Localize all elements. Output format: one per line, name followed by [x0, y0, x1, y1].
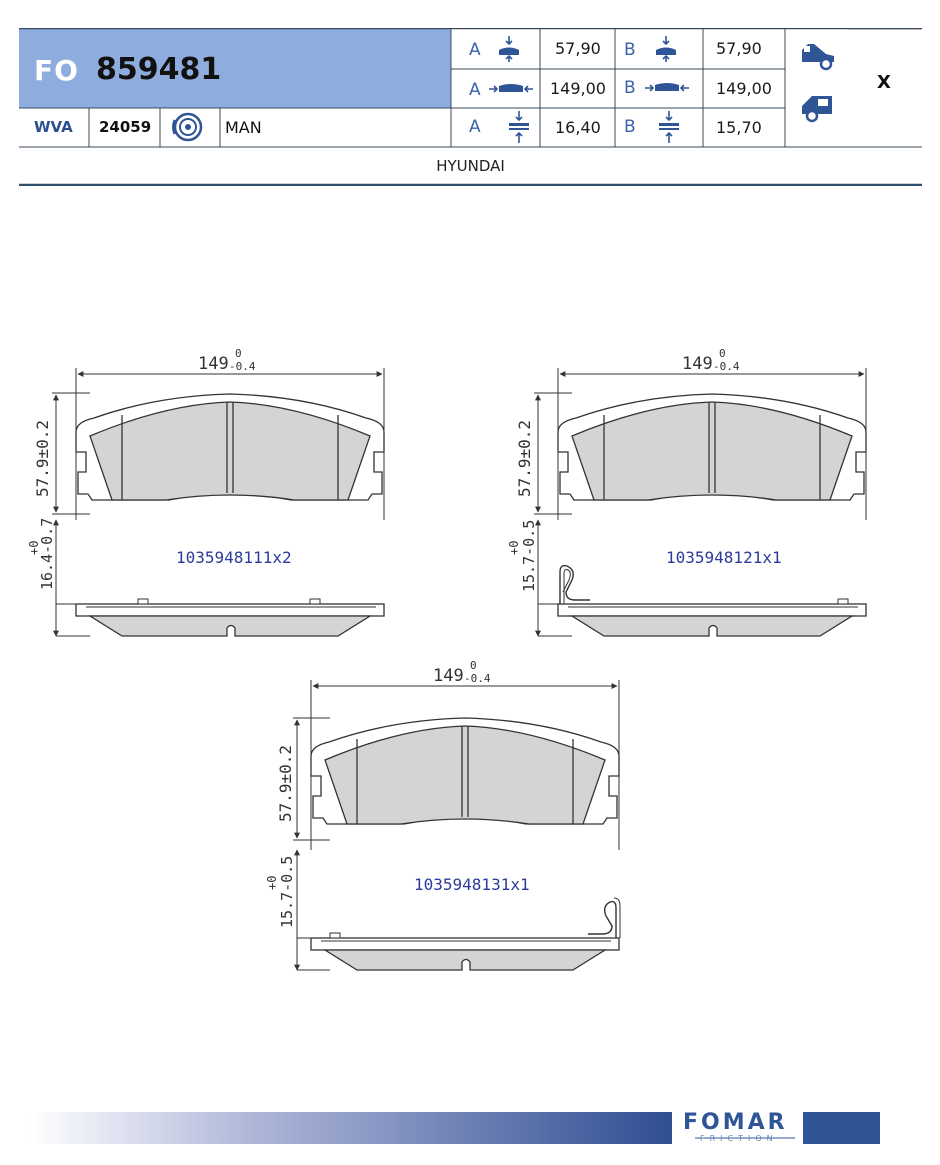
wva-label: WVA [34, 118, 73, 136]
height-dimension: 57.9±0.2 [515, 419, 534, 497]
dim-row2-a-label: A [469, 80, 481, 100]
dim-row3-b-value: 15,70 [716, 118, 762, 137]
position-mark: X [877, 72, 891, 93]
dim-row2-b-value: 149,00 [716, 79, 772, 98]
pad-drawing-3 [265, 659, 620, 970]
height-dimension: 57.9±0.2 [276, 744, 295, 822]
width-tolerance-lower: -0.4 [464, 672, 491, 685]
width-dimension: 149 [433, 666, 464, 686]
vehicle-make: HYUNDAI [436, 157, 505, 175]
dim-row2-b-label: B [624, 78, 636, 98]
width-dimension: 149 [682, 354, 713, 374]
thickness-tolerance: +0 [265, 875, 279, 890]
dim-row1-a-label: A [469, 40, 481, 60]
thickness-tolerance: +0 [507, 540, 521, 555]
width-tolerance-upper: 0 [235, 347, 242, 360]
brand-subtitle: FRICTION [700, 1134, 778, 1143]
height-dimension: 57.9±0.2 [33, 419, 52, 497]
reference-number: 1035948111x2 [176, 548, 292, 567]
prefix-label: FO [34, 54, 79, 87]
thickness-dimension: 15.7-0.5 [520, 519, 538, 592]
width-tolerance-upper: 0 [719, 347, 726, 360]
dim-row3-a-label: A [469, 117, 481, 137]
reference-number: 1035948131x1 [414, 875, 530, 894]
width-tolerance-upper: 0 [470, 659, 477, 672]
pad-drawing-1 [27, 347, 384, 636]
width-dimension: 149 [198, 354, 229, 374]
part-number: 859481 [96, 52, 222, 87]
reference-number: 1035948121x1 [666, 548, 782, 567]
thickness-dimension: 15.7-0.5 [278, 855, 296, 928]
thickness-dimension: 16.4-0.7 [38, 517, 56, 590]
dim-row3-b-label: B [624, 117, 636, 137]
dim-row1-a-value: 57,90 [555, 39, 601, 58]
dim-row2-a-value: 149,00 [550, 79, 606, 98]
brake-system: MAN [225, 118, 262, 137]
footer-bar [0, 1105, 940, 1155]
thickness-tolerance: +0 [27, 540, 41, 555]
wva-number: 24059 [99, 118, 152, 136]
dim-row3-a-value: 16,40 [555, 118, 601, 137]
dim-row1-b-label: B [624, 40, 636, 60]
width-tolerance-lower: -0.4 [229, 360, 256, 373]
brand-logo: FOMAR [683, 1110, 788, 1135]
dim-row1-b-value: 57,90 [716, 39, 762, 58]
width-tolerance-lower: -0.4 [713, 360, 740, 373]
pad-drawing-2 [507, 347, 866, 636]
